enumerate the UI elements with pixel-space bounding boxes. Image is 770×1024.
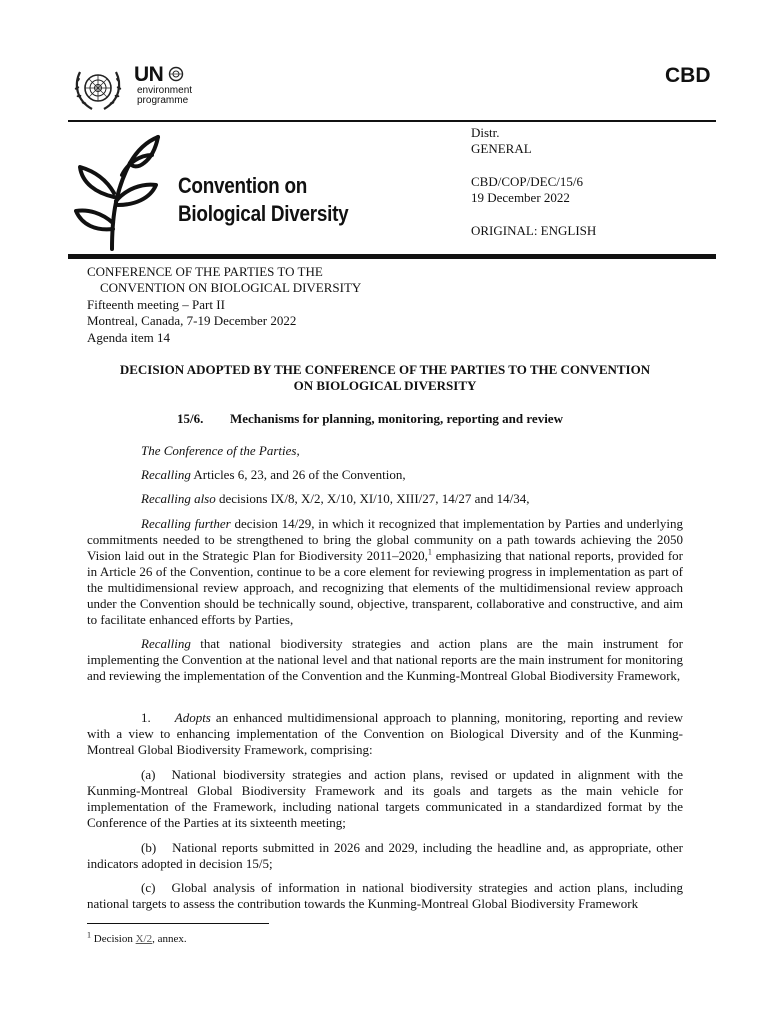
footnote-marker: 1 <box>87 930 91 940</box>
subparagraph-b-text: National reports submitted in 2026 and 2029, including the headline and, as appropriate, other indicators adopted in decision 15/5; <box>87 840 683 871</box>
agenda-item: Agenda item 14 <box>87 330 171 345</box>
meeting-line-3: Fifteenth meeting – Part II <box>87 297 225 312</box>
un-emblem-logo <box>72 64 124 114</box>
recalling-further-text-b: emphasizing that national reports, provided for in Article 26 of the Convention, continue to be a core element for reviewing progress in implementation as part of the multidimensional review approach, and recognizing that elements of the multidimensional review approach under the Convention should be technically sound, objective, transparent, collaborative and constructive, and aim to facilitate enhanced efforts by Parties, <box>87 548 683 627</box>
un-wordmark: UN <box>134 63 164 86</box>
footnote-1 <box>87 932 187 946</box>
meeting-line-4: Montreal, Canada, 7-19 December 2022 <box>87 313 297 328</box>
preamble-opening: The Conference of the Parties, <box>141 443 300 458</box>
convention-name-line2: Biological Diversity <box>178 201 349 226</box>
recalling-articles-text: Articles 6, 23, and 26 of the Convention, <box>190 467 406 482</box>
recalling-verb: Recalling <box>141 467 191 482</box>
cbd-plant-logo <box>72 133 162 251</box>
recalling-also-text: decisions IX/8, X/2, X/10, XI/10, XIII/27, 14/27 and 14/34, <box>215 491 530 506</box>
subparagraph-c-text: Global analysis of information in national biodiversity strategies and action plans, including national targets to assess the contribution towards the Kunming-Montreal Global Biodiversity Framework <box>87 880 683 911</box>
decision-title-line1: DECISION ADOPTED BY THE CONFERENCE OF THE PARTIES TO THE CONVENTION <box>119 362 651 377</box>
operative-paragraph-1 <box>87 710 683 758</box>
preamble-recalling-articles <box>141 467 406 483</box>
document-symbol: CBD/COP/DEC/15/6 <box>471 174 583 189</box>
footnote-suffix: , annex. <box>152 933 187 945</box>
subparagraph-b <box>87 840 683 872</box>
cbd-wordmark: CBD <box>665 64 711 87</box>
recalling-also-verb: Recalling also <box>141 491 216 506</box>
footnote-decision-link[interactable]: X/2 <box>135 933 153 945</box>
meeting-line-1: CONFERENCE OF THE PARTIES TO THE <box>87 264 323 279</box>
header-rule-top <box>68 120 716 122</box>
paragraph-number: 1. <box>141 710 151 725</box>
convention-name-line1: Convention on <box>178 173 308 198</box>
footnote-separator <box>87 923 269 924</box>
un-small-emblem-icon <box>168 66 184 82</box>
document-date: 19 December 2022 <box>471 190 570 205</box>
subparagraph-c <box>87 880 683 912</box>
decision-subject: Mechanisms for planning, monitoring, reporting and review <box>230 411 563 426</box>
adopts-verb: Adopts <box>174 710 211 725</box>
meeting-line-2: CONVENTION ON BIOLOGICAL DIVERSITY <box>100 280 362 295</box>
adopts-text: an enhanced multidimensional approach to planning, monitoring, reporting and review with a view to enhancing implementation of the Convention on Biological Diversity and of the Kunming-Montreal Global Biodiversity Framework, comprising: <box>87 710 683 757</box>
preamble-recalling-nbsaps <box>87 636 683 684</box>
footnote-ref-1[interactable]: 1 <box>427 547 432 557</box>
preamble-recalling-further <box>87 516 683 628</box>
subparagraph-a-text: National biodiversity strategies and action plans, revised or updated in alignment with the Kunming-Montreal Global Biodiversity Framework and its goals and targets as the main vehicle for implementation of the Framework, including national targets communicated in a standardized format by the Conference of the Parties at its sixteenth meeting; <box>87 767 683 830</box>
preamble-recalling-decisions <box>141 491 530 507</box>
subparagraph-b-label: (b) <box>141 840 157 855</box>
recalling-further-verb: Recalling further <box>141 516 231 531</box>
recalling-further-text-a: decision 14/29, in which it recognized that implementation by Parties and underlying commitments needed to be strengthened to bring the global community on a path towards achieving the 2050 Vision laid out in the Strategic Plan for Biodiversity 2011–2020, <box>87 516 683 563</box>
decision-title-line2: ON BIOLOGICAL DIVERSITY <box>293 378 477 393</box>
subparagraph-a <box>87 767 683 831</box>
footnote-prefix: Decision <box>91 933 136 945</box>
original-language: ORIGINAL: ENGLISH <box>471 223 597 238</box>
distribution-value: GENERAL <box>471 141 532 156</box>
header-rule-bottom <box>68 254 716 259</box>
recalling-nbsaps-text: that national biodiversity strategies and action plans are the main instrument for implementing the Convention at the national level and that national reports are the main instrument for monitoring and reviewing the implementation of the Convention and the Kunming-Montreal Global Biodiversity Framework, <box>87 636 683 683</box>
recalling-nbsaps-verb: Recalling <box>141 636 191 651</box>
subparagraph-a-label: (a) <box>141 767 156 782</box>
distr-label: Distr. <box>471 125 500 140</box>
unep-label-line1: environment <box>137 85 193 96</box>
subparagraph-c-label: (c) <box>141 880 156 895</box>
unep-label-line2: programme <box>137 95 189 106</box>
decision-number: 15/6. <box>177 411 204 426</box>
